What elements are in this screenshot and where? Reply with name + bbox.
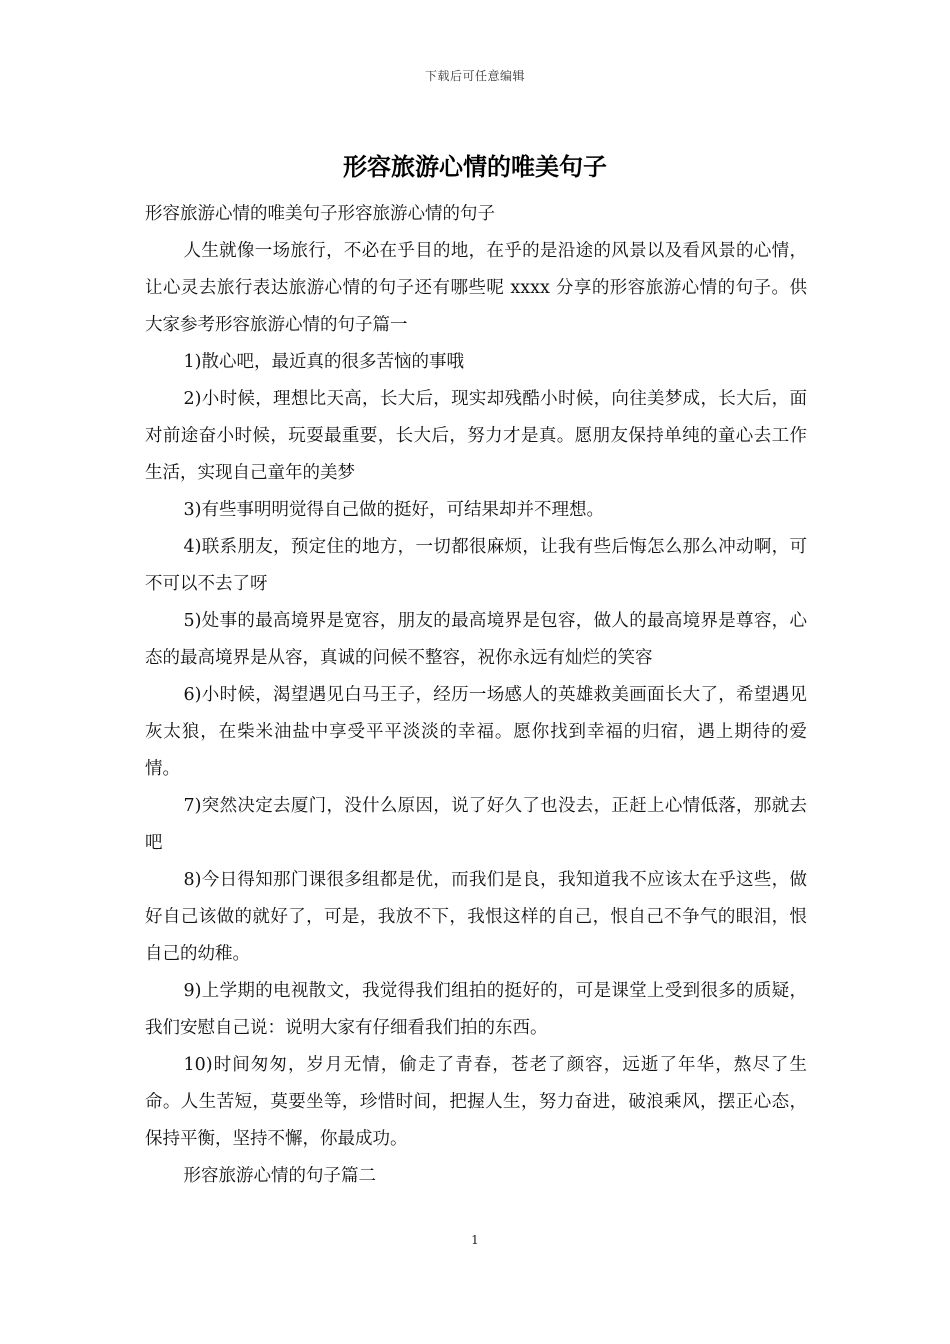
paragraph-intro: 人生就像一场旅行，不必在乎目的地，在乎的是沿途的风景以及看风景的心情，让心灵去旅行表达旅游心情的句子还有哪些呢 xxxx 分享的形容旅游心情的句子。供大家参考形容旅游心情的句子篇一 bbox=[145, 241, 807, 335]
document-body bbox=[145, 196, 807, 1195]
list-item: 4)联系朋友，预定住的地方，一切都很麻烦，让我有些后悔怎么那么冲动啊，可不可以不去了呀 bbox=[145, 537, 807, 594]
list-item: 10)时间匆匆，岁月无情，偷走了青春，苍老了颜容，远逝了年华，熬尽了生命。人生苦短，莫要坐等，珍惜时间，把握人生，努力奋进，破浪乘风，摆正心态，保持平衡，坚持不懈，你最成功。 bbox=[145, 1055, 807, 1149]
page-number: 1 bbox=[471, 1233, 479, 1247]
list-item: 2)小时候，理想比天高，长大后，现实却残酷小时候，向往美梦成，长大后，面对前途奋小时候，玩耍最重要，长大后，努力才是真。愿朋友保持单纯的童心去工作生活，实现自己童年的美梦 bbox=[145, 389, 807, 483]
subtitle-line: 形容旅游心情的唯美句子形容旅游心情的句子 bbox=[145, 204, 495, 224]
list-item: 7)突然决定去厦门，没什么原因，说了好久了也没去，正赶上心情低落，那就去吧 bbox=[145, 796, 807, 853]
header-note: 下载后可任意编辑 bbox=[424, 69, 525, 83]
list-item: 5)处事的最高境界是宽容，朋友的最高境界是包容，做人的最高境界是尊容，心态的最高境界是从容，真诚的问候不整容，祝你永远有灿烂的笑容 bbox=[145, 611, 807, 668]
list-item: 1)散心吧，最近真的很多苦恼的事哦 bbox=[183, 352, 464, 372]
document-title: 形容旅游心情的唯美句子 bbox=[343, 152, 607, 181]
list-item: 8)今日得知那门课很多组都是优，而我们是良，我知道我不应该太在乎这些，做好自己该做的就好了，可是，我放不下，我恨这样的自己，恨自己不争气的眼泪，恨自己的幼稚。 bbox=[145, 870, 807, 964]
list-item: 9)上学期的电视散文，我觉得我们组拍的挺好的，可是课堂上受到很多的质疑，我们安慰自己说：说明大家有仔细看我们拍的东西。 bbox=[145, 981, 807, 1038]
list-item: 6)小时候，渴望遇见白马王子，经历一场感人的英雄救美画面长大了，希望遇见灰太狼，在柴米油盐中享受平平淡淡的幸福。愿你找到幸福的归宿，遇上期待的爱情。 bbox=[145, 685, 807, 779]
list-item: 3)有些事明明觉得自己做的挺好，可结果却并不理想。 bbox=[183, 500, 604, 520]
section-heading: 形容旅游心情的句子篇二 bbox=[183, 1166, 376, 1186]
